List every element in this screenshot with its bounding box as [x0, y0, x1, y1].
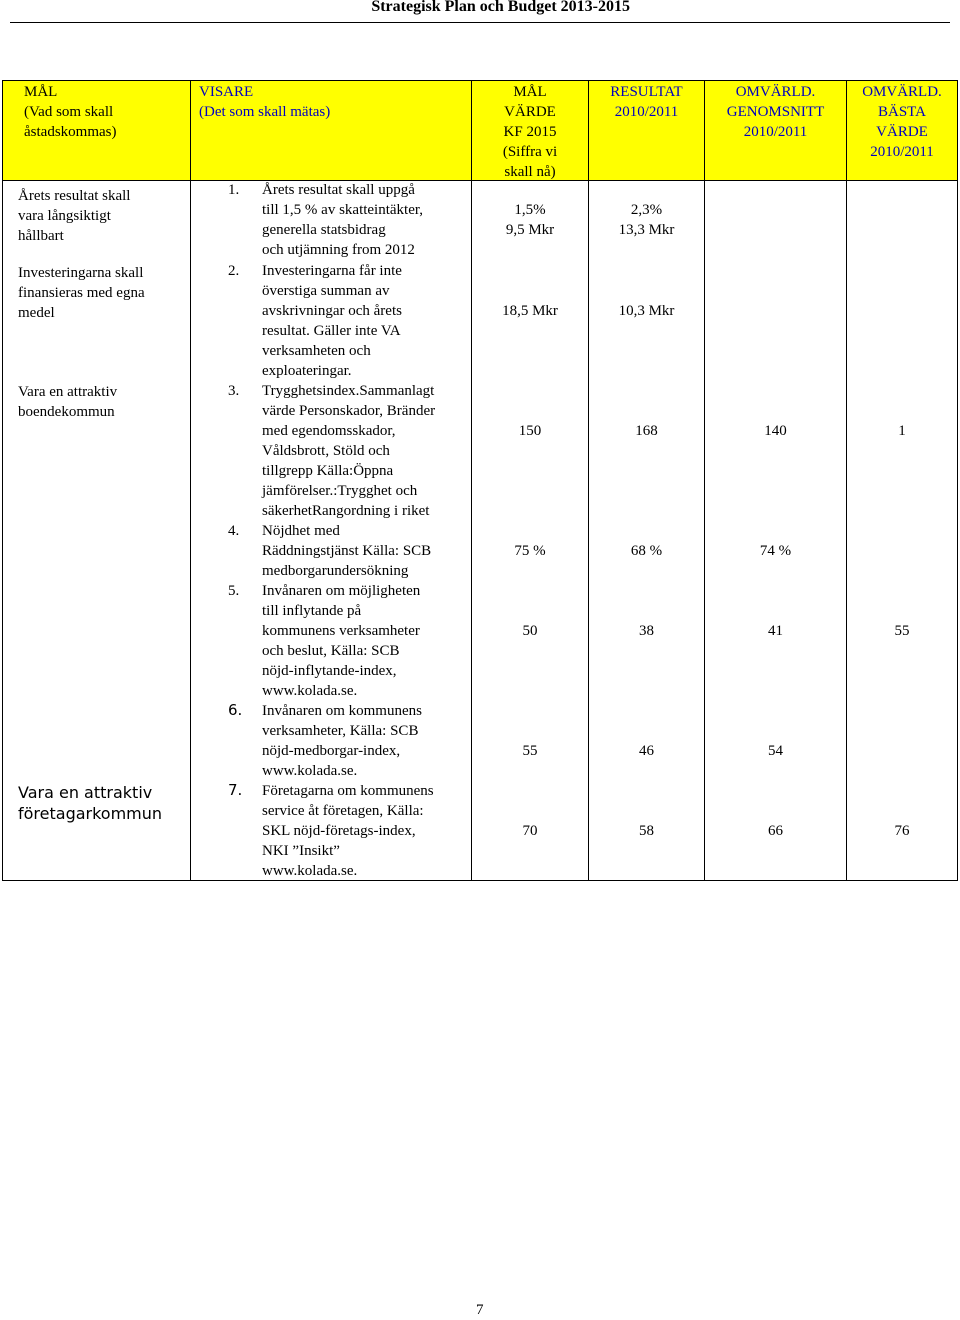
goal-4: Vara en attraktiv företagarkommun: [18, 783, 163, 823]
column-divider: [190, 80, 191, 881]
table-border-top: [2, 80, 958, 81]
column-divider: [846, 80, 847, 881]
header-visare: VISARE (Det som skall mätas): [199, 84, 331, 120]
value-mal-varde: 18,5 Mkr: [502, 303, 558, 319]
header-mal-varde: MÅL VÄRDE KF 2015 (Siffra vi skall nå): [502, 84, 558, 180]
table-border-left: [2, 80, 3, 881]
indicator-number: 4.: [228, 523, 240, 539]
indicator-text: Nöjdhet med Räddningstjänst Källa: SCB medborgarundersökning: [262, 523, 432, 579]
value-genomsnitt: 66: [768, 823, 783, 839]
indicator-text: Trygghetsindex.Sammanlagt värde Personskador, Bränder med egendomsskador, Våldsbrott, Stöld och tillgrepp Källa:Öppna jämförelser.:Trygghet och säkerhetRangordning i riket: [262, 383, 436, 519]
header-mal: MÅL (Vad som skall åstadskommas): [24, 84, 117, 140]
header-rule: [10, 22, 950, 23]
value-genomsnitt: 140: [764, 423, 787, 439]
goal-2: Investeringarna skall finansieras med egna medel: [18, 265, 145, 321]
indicator-text: Företagarna om kommunens service åt företagen, Källa: SKL nöjd-företags-index, NKI ”Insikt” www.kolada.se.: [262, 783, 434, 879]
table-border-right: [957, 80, 958, 881]
page-number: 7: [476, 1302, 484, 1318]
value-mal-varde: 1,5% 9,5 Mkr: [505, 202, 555, 238]
indicator-text: Invånaren om kommunens verksamheter, Källa: SCB nöjd-medborgar-index, www.kolada.se.: [262, 703, 422, 779]
indicator-text: Investeringarna får inte överstiga summan av avskrivningar och årets resultat. Gäller inte VA verksamheten och exploateringar.: [262, 263, 402, 379]
indicator-number: 1.: [228, 182, 240, 198]
value-resultat: 68 %: [630, 543, 663, 559]
value-resultat: 58: [639, 823, 654, 839]
value-resultat: 168: [635, 423, 658, 439]
value-mal-varde: 150: [518, 423, 542, 439]
indicator-text: Invånaren om möjligheten till inflytande på kommunens verksamheter och beslut, Källa: SCB nöjd-inflytande-index, www.kolada.se.: [262, 583, 421, 699]
value-genomsnitt: 74 %: [759, 543, 792, 559]
value-mal-varde: 50: [522, 623, 538, 639]
indicator-number: 2.: [228, 263, 240, 279]
indicator-number: 5.: [228, 583, 240, 599]
indicator-text: Årets resultat skall uppgå till 1,5 % av skatteintäkter, generella statsbidrag och utjämning from 2012: [262, 182, 424, 258]
value-genomsnitt: 54: [768, 743, 783, 759]
document-header: [0, 0, 960, 26]
goal-1: Årets resultat skall vara långsiktigt hållbart: [18, 188, 131, 244]
indicator-number: 7.: [228, 781, 243, 799]
header-resultat: RESULTAT 2010/2011: [610, 84, 683, 120]
document-title: Strategisk Plan och Budget 2013-2015: [371, 0, 630, 15]
value-mal-varde: 55: [522, 743, 538, 759]
value-basta: 76: [894, 823, 910, 839]
value-resultat: 46: [639, 743, 654, 759]
value-resultat: 2,3% 13,3 Mkr: [618, 202, 675, 238]
value-basta: 1: [898, 423, 906, 439]
strategy-table: [0, 78, 960, 881]
value-resultat: 38: [639, 623, 654, 639]
header-genomsnitt: OMVÄRLD. GENOMSNITT 2010/2011: [726, 84, 825, 140]
indicator-number: 3.: [228, 383, 240, 399]
value-mal-varde: 75 %: [514, 543, 546, 559]
header-basta: OMVÄRLD. BÄSTA VÄRDE 2010/2011: [862, 84, 942, 160]
indicator-number: 6.: [228, 701, 243, 719]
value-resultat: 10,3 Mkr: [618, 303, 675, 319]
value-genomsnitt: 41: [768, 623, 783, 639]
value-mal-varde: 70: [522, 823, 538, 839]
goal-3: Vara en attraktiv boendekommun: [18, 384, 118, 420]
value-basta: 55: [894, 623, 910, 639]
table-border-bottom: [2, 880, 958, 881]
